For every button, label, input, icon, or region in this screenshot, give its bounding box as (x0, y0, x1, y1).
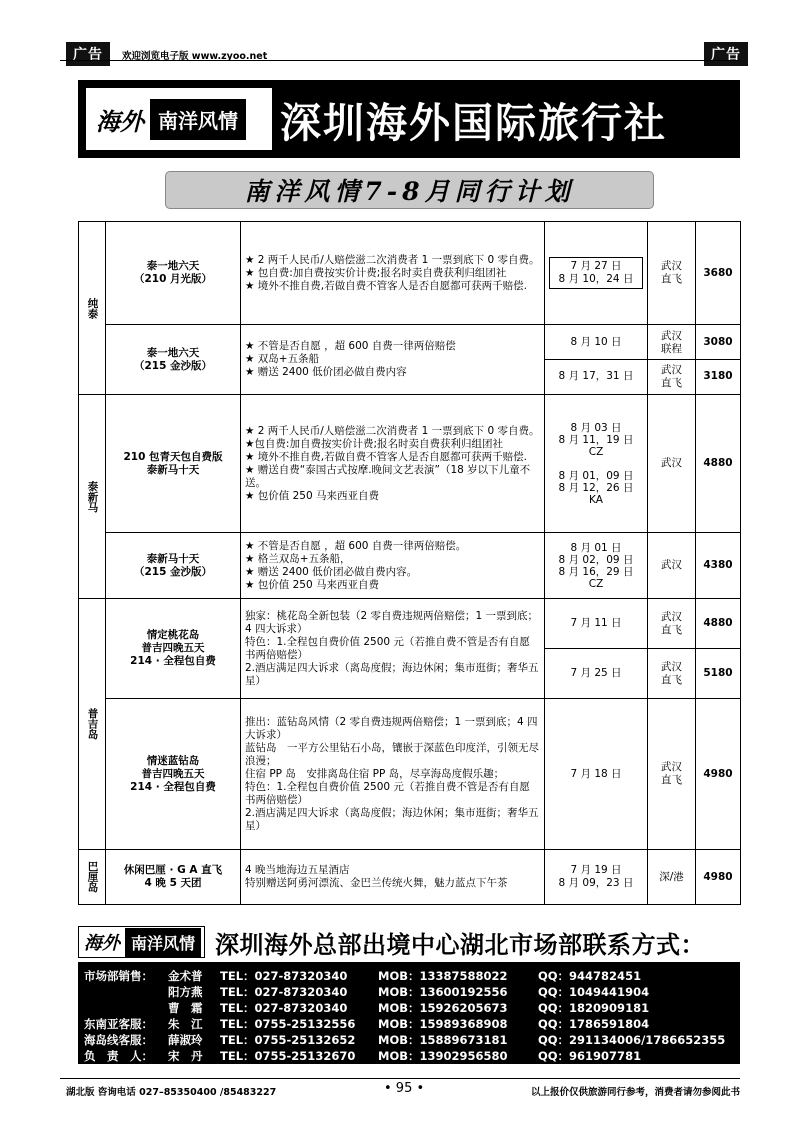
route-name: 210 包青天包自费版 泰新马十天 (106, 395, 241, 533)
plan-subtitle (165, 171, 654, 209)
airline-option-a: 武汉 直飞 (648, 599, 695, 649)
contact-qq: QQ：1049441904 (538, 985, 650, 999)
brand-logo (86, 88, 272, 150)
airline (648, 325, 696, 395)
route-name: 情定桃花岛 普吉四晚五天 214 · 全程包自费 (106, 599, 241, 699)
price (696, 599, 741, 699)
region-bali: 巴厘岛 (79, 850, 106, 905)
brand-logo-script: 海外 (84, 933, 120, 954)
departure-dates-box: 7 月 27 日 8 月 10，24 日 (549, 257, 643, 289)
departure-dates: 8 月 01 日 8 月 02，09 日 8 月 16，29 日 CZ (545, 533, 648, 599)
route-name: 泰新马十天 （215 金沙版） (106, 533, 241, 599)
contact-qq: QQ：291134006/1786652355 (538, 1033, 726, 1047)
tour-plan-table (78, 221, 741, 905)
ad-label-left: 广告 (66, 42, 110, 66)
airline: 深/港 (648, 850, 696, 905)
brand-logo-name: 南洋风情 (125, 928, 201, 957)
route-desc: ★ 2 两千人民币/人赔偿滋二次消费者 1 一票到底下 0 零自费。 ★包自费:加自费按实价计费;报名时卖自费获利归组团社 ★ 境外不推自费,若做自费不管客人是否自愿都可获两千赔偿. ★ 赠送自费“泰国古式按摩.晚间文艺表演”（18 岁以下儿童不送。 ★ 包价值 250 马来西亚自费 (241, 395, 545, 533)
table-row (79, 395, 741, 533)
date-option-b: 7 月 25 日 (570, 667, 622, 679)
footer-disclaimer: 以上报价仅供旅游同行参考，消费者请勿参阅此书 (530, 1087, 740, 1098)
agency-title: 深圳海外国际旅行社 (280, 99, 667, 147)
contact-name: 金术普 (168, 969, 203, 983)
route-name: 泰一地六天 （215 金沙版） (106, 325, 241, 395)
table-row (79, 222, 741, 325)
footer-edition: 湖北版 咨询电话 027–85350400 /85483227 (66, 1087, 277, 1098)
contact-role: 东南亚客服： (84, 1017, 153, 1031)
page-number: • 95 • (384, 1081, 425, 1096)
airline-option-b: 武汉 直飞 (661, 363, 682, 389)
departure-dates (545, 325, 648, 395)
region-thai: 纯泰 (79, 222, 106, 395)
date-option-b: 8 月 17，31 日 (558, 370, 634, 382)
contact-tel: TEL：0755-25132670 (220, 1049, 356, 1063)
price-option-a: 4880 (696, 599, 740, 649)
contact-name: 薛淑玲 (168, 1033, 203, 1047)
route-name: 休闲巴厘 · G A 直飞 4 晚 5 天团 (106, 850, 241, 905)
departure-dates: 7 月 19 日 8 月 09，23 日 (545, 850, 648, 905)
contact-title: 深圳海外总部出境中心湖北市场部联系方式： (215, 930, 706, 959)
ad-label-right: 广告 (704, 42, 748, 66)
header-rule (60, 60, 740, 61)
airline: 武汉 (648, 533, 696, 599)
price: 4980 (696, 850, 741, 905)
price: 4380 (696, 533, 741, 599)
airline (648, 599, 696, 699)
table-row (79, 699, 741, 850)
route-desc: ★ 不管是否自愿 ，超 600 自费一律两倍赔偿。 ★ 格兰双岛+五条船， ★ 赠送 2400 低价团必做自费内容。 ★ 包价值 250 马来西亚自费 (241, 533, 545, 599)
airline-option-b: 武汉 直飞 (661, 660, 682, 686)
contact-qq: QQ：1786591804 (538, 1017, 650, 1031)
contact-name: 宋 丹 (168, 1049, 203, 1063)
departure-dates: 8 月 03 日 8 月 11，19 日 CZ 8 月 01，09 日 8 月 12，26 日 KA (545, 395, 648, 533)
brand-logo-script: 海外 (96, 106, 144, 136)
route-name: 情迷蓝钻岛 普吉四晚五天 214 · 全程包自费 (106, 699, 241, 850)
contact-mob: MOB：15889673181 (378, 1033, 508, 1047)
table-row (79, 325, 741, 395)
contact-name: 阳方燕 (168, 985, 203, 999)
price-option-b: 5180 (703, 667, 733, 679)
table-row (79, 850, 741, 905)
airline: 武汉 (648, 395, 696, 533)
region-tsm: 泰新马 (79, 395, 106, 599)
contact-name: 朱 江 (168, 1017, 203, 1031)
contact-mob: MOB：13600192556 (378, 985, 508, 999)
table-row (79, 599, 741, 699)
route-desc: 4 晚当地海边五星酒店 特别赠送阿勇河漂流、金巴兰传统火舞，魅力蓝点下午茶 (241, 850, 545, 905)
date-option-a: 7 月 11 日 (545, 599, 647, 649)
contact-tel: TEL：027-87320340 (220, 985, 348, 999)
departure-dates (545, 222, 648, 325)
date-option-a: 8 月 10 日 (545, 326, 647, 360)
plan-subtitle-text: 南洋风情7-8月同行计划 (244, 177, 575, 206)
brand-logo-small (78, 926, 205, 958)
contact-name: 曹 霜 (168, 1001, 203, 1015)
price-option-b: 3180 (703, 370, 733, 382)
agency-banner (78, 80, 740, 158)
contact-mob: MOB：13387588022 (378, 969, 508, 983)
contact-tel: TEL：027-87320340 (220, 969, 348, 983)
contact-tel: TEL：0755-25132556 (220, 1017, 356, 1031)
price-option-a: 3080 (696, 326, 740, 360)
brand-logo-name: 南洋风情 (150, 99, 246, 140)
contact-tel: TEL：027-87320340 (220, 1001, 348, 1015)
route-desc: 独家：桃花岛全新包装（2 零自费违规两倍赔偿；1 一票到底；4 四大诉求） 特色：1.全程包自费价值 2500 元（若推自费不管是否有自愿书两倍赔偿） 2.酒店满足四大诉求（离岛度假；海边休闲；集市逛街；奢华五星） (241, 599, 545, 699)
route-desc: ★ 2 两千人民币/人赔偿滋二次消费者 1 一票到底下 0 零自费。 ★ 包自费:加自费按实价计费;报名时卖自费获利归组团社 ★ 境外不推自费,若做自费不管客人是否自愿都可获两千赔偿. (241, 222, 545, 325)
departure-dates (545, 599, 648, 699)
contact-role: 负 责 人： (84, 1049, 153, 1063)
price: 4880 (696, 395, 741, 533)
contact-mob: MOB：15926205673 (378, 1001, 508, 1015)
airline: 武汉 直飞 (648, 222, 696, 325)
contact-tel: TEL：0755-25132652 (220, 1033, 356, 1047)
contact-role: 市场部销售： (84, 969, 153, 983)
route-name: 泰一地六天 （210 月光版） (106, 222, 241, 325)
contact-qq: QQ：961907781 (538, 1049, 642, 1063)
table-row (79, 533, 741, 599)
price: 4980 (696, 699, 741, 850)
contact-list (78, 962, 740, 1064)
contact-qq: QQ：1820909181 (538, 1001, 650, 1015)
welcome-text: 欢迎浏览电子版 www.zyoo.net (122, 51, 268, 62)
contact-qq: QQ：944782451 (538, 969, 642, 983)
price: 3680 (696, 222, 741, 325)
contact-role: 海岛线客服： (84, 1033, 153, 1047)
price (696, 325, 741, 395)
contact-banner (78, 925, 740, 959)
region-phuket: 普吉岛 (79, 599, 106, 850)
contact-mob: MOB：13902956580 (378, 1049, 508, 1063)
departure-dates: 7 月 18 日 (545, 699, 648, 850)
footer-rule (60, 1078, 740, 1079)
route-desc: ★ 不管是否自愿 ，超 600 自费一律两倍赔偿 ★ 双岛+五条船 ★ 赠送 2400 低价团必做自费内容 (241, 325, 545, 395)
contact-mob: MOB：15989368908 (378, 1017, 508, 1031)
airline-option-a: 武汉 联程 (648, 326, 695, 360)
route-desc: 推出：蓝钻岛风情（2 零自费违规两倍赔偿；1 一票到底；4 四大诉求） 蓝钻岛 一平方公里钻石小岛，镶嵌于深蓝色印度洋，引领无尽浪漫； 住宿 PP 岛 安排离岛住宿 PP 岛，尽享海岛度假乐趣； 特色：1.全程包自费价值 2500 元（若推自费不管是否有自愿书两倍赔偿） 2.酒店满足四大诉求（离岛度假；海边休闲；集市逛街；奢华五星） (241, 699, 545, 850)
airline: 武汉 直飞 (648, 699, 696, 850)
